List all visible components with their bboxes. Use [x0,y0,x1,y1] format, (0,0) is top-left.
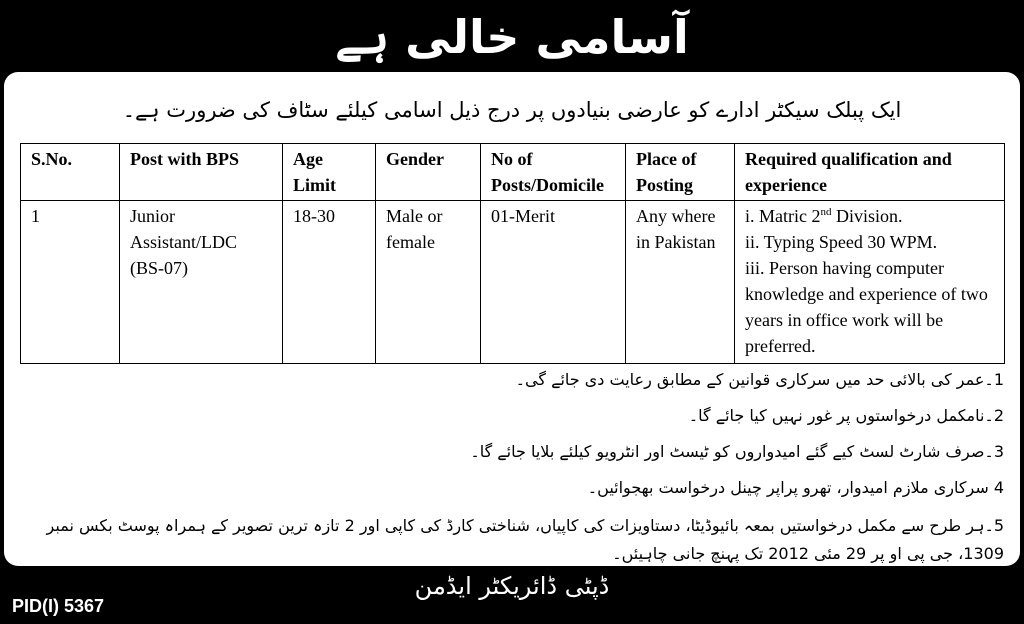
ad-title: آسامی خالی ہے [335,10,689,64]
note-item: 2۔نامکمل درخواستوں پر غور نہیں کیا جائے گا۔ [688,406,1004,425]
header-post: Post with BPS [120,144,283,201]
cell-qualification [735,201,1005,364]
note-item: 1۔عمر کی بالائی حد میں سرکاری قوانین کے مطابق رعایت دی جائے گی۔ [515,370,1004,389]
note-item: 3۔صرف شارٹ لسٹ کیے گئے امیدواروں کو ٹیسٹ اور انٹرویو کیلئے بلایا جائے گا۔ [470,442,1004,461]
post-title: Junior Assistant/LDC [130,206,238,252]
table-row [21,201,1005,364]
cell-sno: 1 [21,201,120,364]
signatory: ڈپٹی ڈائریکٹر ایڈمن [414,572,610,600]
qual-1-text: i. Matric 2 [745,206,821,226]
header-gender: Gender [376,144,481,201]
qual-2: ii. Typing Speed 30 WPM. [745,232,938,252]
cell-place: Any where in Pakistan [626,201,735,364]
header-age: Age Limit [283,144,376,201]
pid-number: PID(I) 5367 [12,596,105,616]
qual-1-sup: nd [820,206,832,218]
vacancy-table [20,143,1005,364]
qual-1 [745,206,903,226]
table-header-row [21,144,1005,201]
cell-post [120,201,283,364]
cell-gender: Male or female [376,201,481,364]
note-item: 5۔ہر طرح سے مکمل درخواستیں بمعہ بائیوڈیٹا، دستاویزات کی کاپیاں، شناختی کارڈ کی کاپی اور 2 تازہ ترین تصویر کے ہمراہ پوسٹ بکس نمبر 1309، جی پی او پر 29 مئی 2012 تک پہنچ جانی چاہیئں۔ [46,516,1004,563]
notes-list [40,368,1004,580]
cell-age: 18-30 [283,201,376,364]
qual-3: iii. Person having computer knowledge and experience of two years in office work will be preferred. [745,258,988,356]
note-item: 4 سرکاری ملازم امیدوار، تھرو پراپر چینل درخواست بھجوائیں۔ [587,478,1004,497]
header-sno: S.No. [21,144,120,201]
header-qualification: Required qualification and experience [735,144,1005,201]
header-place: Place of Posting [626,144,735,201]
header-posts: No of Posts/Domicile [481,144,626,201]
post-bps: (BS-07) [130,258,188,278]
cell-posts: 01-Merit [481,201,626,364]
intro-text: ایک پبلک سیکٹر ادارے کو عارضی بنیادوں پر درج ذیل اسامی کیلئے سٹاف کی ضرورت ہے۔ [122,98,902,122]
qual-1-suffix: Division. [831,206,903,226]
